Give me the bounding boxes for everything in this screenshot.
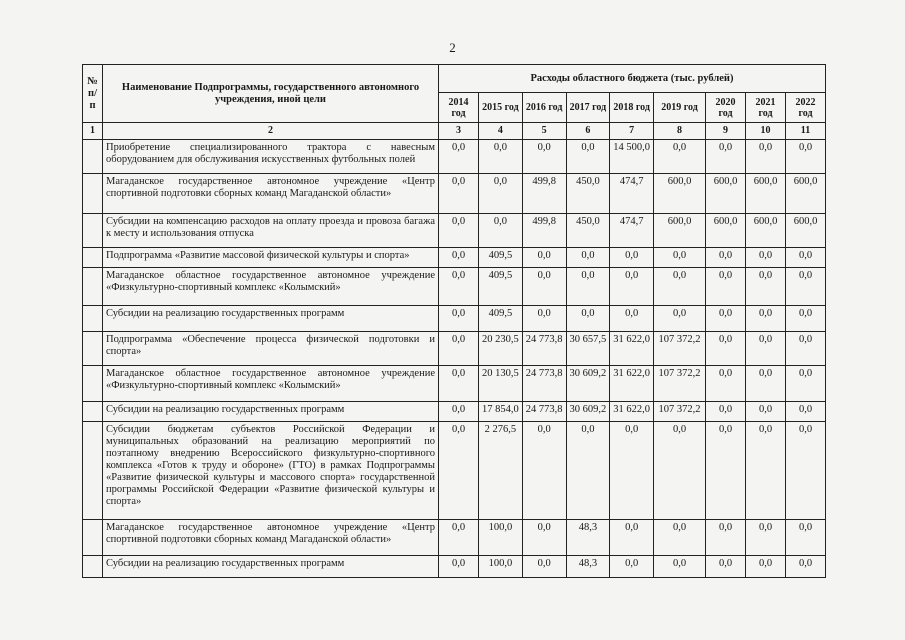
row-value: 48,3 (566, 520, 610, 556)
row-value: 0,0 (439, 520, 479, 556)
table-row (83, 268, 826, 306)
table-row (83, 402, 826, 422)
row-value: 600,0 (706, 214, 746, 248)
row-value: 0,0 (479, 214, 523, 248)
table-row (83, 422, 826, 520)
row-number (83, 174, 103, 214)
row-value: 0,0 (610, 268, 654, 306)
row-value: 0,0 (786, 520, 826, 556)
row-value: 0,0 (522, 556, 566, 578)
row-value: 0,0 (706, 268, 746, 306)
column-index: 11 (786, 123, 826, 140)
row-value: 0,0 (479, 174, 523, 214)
header-year: 2017 год (566, 93, 610, 123)
header-year: 2018 год (610, 93, 654, 123)
column-index: 7 (610, 123, 654, 140)
row-value: 0,0 (706, 520, 746, 556)
table-row (83, 174, 826, 214)
row-name: Субсидии бюджетам субъектов Российской Федерации и муниципальных образований на реализацию мероприятий по поэтапному внедрению Всероссийского физкультурно-спортивного комплекса «Готов к труду и обороне» (ГТО) в рамках Подпрограммы «Развитие физической культуры и массового спорта» государственной программы Российской Федерации «Развитие физической культуры и спорта» (103, 422, 439, 520)
header-expenses: Расходы областного бюджета (тыс. рублей) (439, 65, 826, 93)
row-value: 24 773,8 (522, 332, 566, 366)
header-year: 2020 год (706, 93, 746, 123)
row-value: 31 622,0 (610, 332, 654, 366)
row-value: 409,5 (479, 248, 523, 268)
row-value: 499,8 (522, 174, 566, 214)
row-value: 0,0 (786, 422, 826, 520)
row-value: 20 130,5 (479, 366, 523, 402)
row-value: 2 276,5 (479, 422, 523, 520)
row-name: Магаданское областное государственное автономное учреждение «Физкультурно-спортивный комплекс «Колымский» (103, 268, 439, 306)
column-index: 3 (439, 123, 479, 140)
header-year: 2021 год (746, 93, 786, 123)
row-value: 0,0 (439, 366, 479, 402)
row-value: 20 230,5 (479, 332, 523, 366)
row-value: 24 773,8 (522, 366, 566, 402)
row-value: 0,0 (746, 140, 786, 174)
row-name: Субсидии на реализацию государственных программ (103, 306, 439, 332)
row-value: 450,0 (566, 214, 610, 248)
row-name: Магаданское государственное автономное учреждение «Центр спортивной подготовки сборных команд Магаданской области» (103, 520, 439, 556)
row-value: 30 609,2 (566, 366, 610, 402)
row-number (83, 422, 103, 520)
row-number (83, 268, 103, 306)
budget-table (82, 64, 826, 578)
row-name: Субсидии на компенсацию расходов на оплату проезда и провоза багажа к месту и использования отпуска (103, 214, 439, 248)
header-name: Наименование Подпрограммы, государственного автономного учреждения, иной цели (103, 65, 439, 123)
row-value: 600,0 (654, 174, 706, 214)
column-index: 8 (654, 123, 706, 140)
row-value: 0,0 (439, 268, 479, 306)
row-value: 0,0 (786, 140, 826, 174)
row-value: 0,0 (522, 422, 566, 520)
row-value: 0,0 (439, 556, 479, 578)
row-value: 600,0 (786, 174, 826, 214)
row-value: 0,0 (439, 140, 479, 174)
header-year: 2016 год (522, 93, 566, 123)
row-value: 0,0 (522, 520, 566, 556)
header-num: № п/п (83, 65, 103, 123)
row-value: 474,7 (610, 214, 654, 248)
row-value: 48,3 (566, 556, 610, 578)
row-value: 0,0 (706, 422, 746, 520)
row-value: 0,0 (746, 520, 786, 556)
column-index: 1 (83, 123, 103, 140)
row-name: Магаданское областное государственное автономное учреждение «Физкультурно-спортивный комплекс «Колымский» (103, 366, 439, 402)
row-value: 107 372,2 (654, 402, 706, 422)
row-number (83, 520, 103, 556)
row-value: 600,0 (746, 174, 786, 214)
row-value: 409,5 (479, 268, 523, 306)
row-value: 0,0 (479, 140, 523, 174)
table-row (83, 332, 826, 366)
row-name: Приобретение специализированного трактора с навесным оборудованием для обслуживания искусственных футбольных полей (103, 140, 439, 174)
row-value: 0,0 (654, 268, 706, 306)
row-value: 0,0 (706, 332, 746, 366)
row-value: 0,0 (786, 248, 826, 268)
row-value: 409,5 (479, 306, 523, 332)
row-value: 0,0 (786, 402, 826, 422)
row-value: 600,0 (706, 174, 746, 214)
row-value: 17 854,0 (479, 402, 523, 422)
row-value: 0,0 (439, 174, 479, 214)
row-value: 107 372,2 (654, 332, 706, 366)
table-row (83, 366, 826, 402)
row-value: 0,0 (706, 248, 746, 268)
row-value: 0,0 (522, 306, 566, 332)
table-row (83, 248, 826, 268)
header-year: 2015 год (479, 93, 523, 123)
table-row (83, 520, 826, 556)
row-value: 0,0 (522, 248, 566, 268)
row-value: 0,0 (786, 366, 826, 402)
row-value: 0,0 (746, 248, 786, 268)
row-number (83, 306, 103, 332)
column-index: 4 (479, 123, 523, 140)
column-index: 6 (566, 123, 610, 140)
row-value: 600,0 (786, 214, 826, 248)
row-value: 0,0 (439, 248, 479, 268)
row-value: 31 622,0 (610, 366, 654, 402)
row-value: 0,0 (746, 306, 786, 332)
row-value: 0,0 (610, 422, 654, 520)
row-number (83, 556, 103, 578)
column-index: 2 (103, 123, 439, 140)
row-value: 0,0 (566, 306, 610, 332)
row-value: 0,0 (610, 556, 654, 578)
row-value: 14 500,0 (610, 140, 654, 174)
table-row (83, 214, 826, 248)
row-value: 0,0 (746, 366, 786, 402)
row-value: 0,0 (439, 402, 479, 422)
row-value: 0,0 (566, 422, 610, 520)
row-value: 30 657,5 (566, 332, 610, 366)
row-name: Субсидии на реализацию государственных программ (103, 402, 439, 422)
row-name: Подпрограмма «Обеспечение процесса физической подготовки и спорта» (103, 332, 439, 366)
row-value: 0,0 (786, 306, 826, 332)
row-name: Подпрограмма «Развитие массовой физической культуры и спорта» (103, 248, 439, 268)
row-number (83, 366, 103, 402)
row-name: Магаданское государственное автономное учреждение «Центр спортивной подготовки сборных команд Магаданской области» (103, 174, 439, 214)
row-value: 0,0 (610, 520, 654, 556)
row-value: 0,0 (522, 140, 566, 174)
column-index: 10 (746, 123, 786, 140)
row-value: 0,0 (654, 556, 706, 578)
column-index: 5 (522, 123, 566, 140)
row-value: 0,0 (746, 268, 786, 306)
row-value: 600,0 (654, 214, 706, 248)
row-value: 0,0 (439, 306, 479, 332)
row-value: 450,0 (566, 174, 610, 214)
row-value: 0,0 (706, 140, 746, 174)
row-value: 0,0 (786, 556, 826, 578)
row-value: 0,0 (654, 520, 706, 556)
row-value: 0,0 (654, 422, 706, 520)
row-value: 0,0 (566, 268, 610, 306)
row-value: 24 773,8 (522, 402, 566, 422)
row-value: 0,0 (654, 248, 706, 268)
row-value: 30 609,2 (566, 402, 610, 422)
row-value: 0,0 (706, 556, 746, 578)
page-number: 2 (449, 40, 456, 55)
row-value: 499,8 (522, 214, 566, 248)
row-value: 31 622,0 (610, 402, 654, 422)
row-value: 0,0 (566, 140, 610, 174)
table-row (83, 306, 826, 332)
row-number (83, 214, 103, 248)
row-name: Субсидии на реализацию государственных программ (103, 556, 439, 578)
row-number (83, 140, 103, 174)
row-value: 100,0 (479, 520, 523, 556)
row-value: 0,0 (610, 248, 654, 268)
header-year: 2019 год (654, 93, 706, 123)
row-value: 600,0 (746, 214, 786, 248)
row-value: 0,0 (654, 306, 706, 332)
header-year: 2014 год (439, 93, 479, 123)
row-value: 0,0 (786, 268, 826, 306)
row-value: 0,0 (439, 332, 479, 366)
row-value: 0,0 (746, 422, 786, 520)
row-value: 0,0 (746, 332, 786, 366)
row-number (83, 332, 103, 366)
row-value: 100,0 (479, 556, 523, 578)
row-value: 0,0 (746, 402, 786, 422)
row-value: 0,0 (522, 268, 566, 306)
row-value: 474,7 (610, 174, 654, 214)
table-row (83, 140, 826, 174)
row-number (83, 248, 103, 268)
table-row (83, 556, 826, 578)
row-value: 0,0 (786, 332, 826, 366)
column-index: 9 (706, 123, 746, 140)
row-value: 0,0 (566, 248, 610, 268)
row-value: 0,0 (706, 402, 746, 422)
row-value: 0,0 (706, 306, 746, 332)
row-value: 0,0 (439, 422, 479, 520)
row-number (83, 402, 103, 422)
header-year: 2022 год (786, 93, 826, 123)
row-value: 0,0 (654, 140, 706, 174)
row-value: 0,0 (439, 214, 479, 248)
row-value: 0,0 (706, 366, 746, 402)
row-value: 107 372,2 (654, 366, 706, 402)
row-value: 0,0 (610, 306, 654, 332)
row-value: 0,0 (746, 556, 786, 578)
